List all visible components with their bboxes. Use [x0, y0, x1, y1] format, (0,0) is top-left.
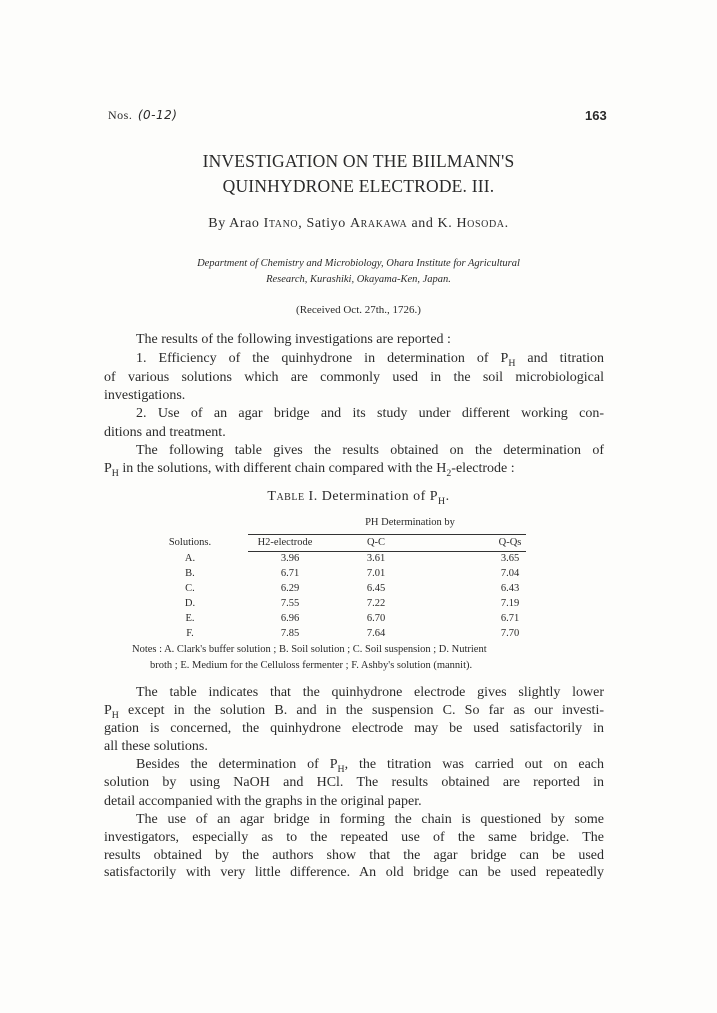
- body-line-4: all these solutions.: [104, 739, 208, 754]
- table-cell: 6.71: [280, 568, 300, 579]
- byline-suffix: .: [504, 216, 509, 231]
- text-run: , the titration was carried out on each: [344, 757, 604, 772]
- table-label: Table I.: [267, 489, 318, 504]
- subscript: H: [111, 467, 119, 479]
- table-cell: 3.65: [500, 553, 520, 564]
- body-line-8: The use of an agar bridge in forming the chain is questioned by some: [136, 812, 604, 827]
- text-run: P: [104, 461, 112, 476]
- intro-paragraph: The results of the following investigations are reported :: [136, 332, 451, 347]
- table-cell: 3.61: [366, 553, 386, 564]
- byline-prefix: By Arao: [208, 216, 264, 231]
- column-header-q-c: Q-C: [366, 537, 386, 548]
- table-rule: [248, 534, 526, 535]
- table-cell: 6.71: [500, 613, 520, 624]
- body-line-3: gation is concerned, the quinhydrone electrode may be used satisfactorily in: [104, 721, 604, 736]
- table-cell: 6.43: [500, 583, 520, 594]
- text-run: P: [104, 703, 112, 718]
- paper-title-line-2: QUINHYDRONE ELECTRODE. III.: [222, 176, 495, 196]
- table-cell: 6.96: [280, 613, 300, 624]
- affiliation-line-1: Department of Chemistry and Microbiology, Ohara Institute for Agricultural: [197, 258, 520, 269]
- column-header-h2-electrode: H2-electrode: [257, 537, 313, 548]
- table-cell: 7.85: [280, 628, 300, 639]
- body-line-1: The table indicates that the quinhydrone electrode gives slightly lower: [136, 685, 604, 700]
- table-notes-line-2: broth ; E. Medium for the Celluloss fermenter ; F. Ashby's solution (mannit).: [150, 660, 473, 671]
- subscript: H: [337, 763, 345, 775]
- item-2-line-2: ditions and treatment.: [104, 425, 226, 440]
- received-date: (Received Oct. 27th., 1726.): [296, 304, 421, 316]
- page-number: 163: [585, 108, 607, 123]
- affiliation-line-2: Research, Kurashiki, Okayama-Ken, Japan.: [266, 274, 451, 285]
- paper-title-line-1: INVESTIGATION ON THE BIILMANN'S: [202, 151, 515, 171]
- item-1-line-3: investigations.: [104, 388, 186, 403]
- body-line-6: solution by using NaOH and HCl. The results obtained are reported in: [104, 775, 604, 790]
- text-run: Besides the determination of P: [136, 757, 338, 772]
- subscript: H: [438, 495, 446, 507]
- table-rule: [248, 551, 526, 552]
- handwritten-note: (0-12): [137, 108, 178, 122]
- item-1-line-2: of various solutions which are commonly used in the soil microbiological: [104, 370, 604, 385]
- subscript: 2: [446, 467, 452, 479]
- body-line-10: results obtained by the authors show that the agar bridge can be used: [104, 848, 604, 863]
- table-cell: E.: [185, 613, 195, 624]
- text-run: 1. Efficiency of the quinhydrone in determination of P: [136, 351, 509, 366]
- author-hosoda: Hosoda: [456, 216, 505, 231]
- subscript: H: [111, 709, 119, 721]
- author-itano: Itano: [263, 216, 299, 231]
- body-line-9: investigators, especially as to the repeated use of the same bridge. The: [104, 830, 604, 845]
- table-caption-text: Determination of P: [317, 489, 439, 504]
- table-cell: F.: [186, 628, 194, 639]
- subscript: H: [508, 357, 516, 369]
- body-line-7: detail accompanied with the graphs in the original paper.: [104, 794, 422, 809]
- table-cell: 7.64: [366, 628, 386, 639]
- table-cell: 7.22: [366, 598, 386, 609]
- table-cell: 7.19: [500, 598, 520, 609]
- table-cell: 6.70: [366, 613, 386, 624]
- table-cell: 7.70: [500, 628, 520, 639]
- caption-end: .: [445, 489, 450, 504]
- text-run: -electrode :: [451, 461, 515, 476]
- paragraph-3-line-1: The following table gives the results obtained on the determination of: [136, 443, 604, 458]
- table-cell: 6.29: [280, 583, 300, 594]
- byline-sep: , Satiyo: [298, 216, 350, 231]
- author-arakawa: Arakawa: [349, 216, 408, 231]
- byline-sep: and K.: [407, 216, 457, 231]
- table-notes-line-1: Notes : A. Clark's buffer solution ; B. Soil solution ; C. Soil suspension ; D. Nutrient: [132, 644, 487, 655]
- table-cell: A.: [184, 553, 196, 564]
- table-group-header: PH Determination by: [365, 517, 455, 528]
- table-cell: 6.45: [366, 583, 386, 594]
- table-cell: C.: [185, 583, 195, 594]
- table-cell: B.: [185, 568, 195, 579]
- column-header-solutions: Solutions.: [168, 537, 212, 548]
- table-cell: 3.96: [280, 553, 300, 564]
- series-label: Nos.: [108, 108, 133, 122]
- body-line-11: satisfactorily with very little difference. An old bridge can be used repeatedly: [104, 865, 604, 880]
- table-cell: 7.55: [280, 598, 300, 609]
- table-cell: 7.04: [500, 568, 520, 579]
- text-run: and titration: [515, 351, 604, 366]
- table-cell: D.: [184, 598, 196, 609]
- text-run: in the solutions, with different chain compared with the H: [118, 461, 447, 476]
- text-run: except in the solution B. and in the suspension C. So far as our investi-: [118, 703, 604, 718]
- table-cell: 7.01: [366, 568, 386, 579]
- item-2-line-1: 2. Use of an agar bridge and its study under different working con-: [136, 406, 604, 421]
- column-header-q-qs: Q-Qs: [498, 537, 522, 548]
